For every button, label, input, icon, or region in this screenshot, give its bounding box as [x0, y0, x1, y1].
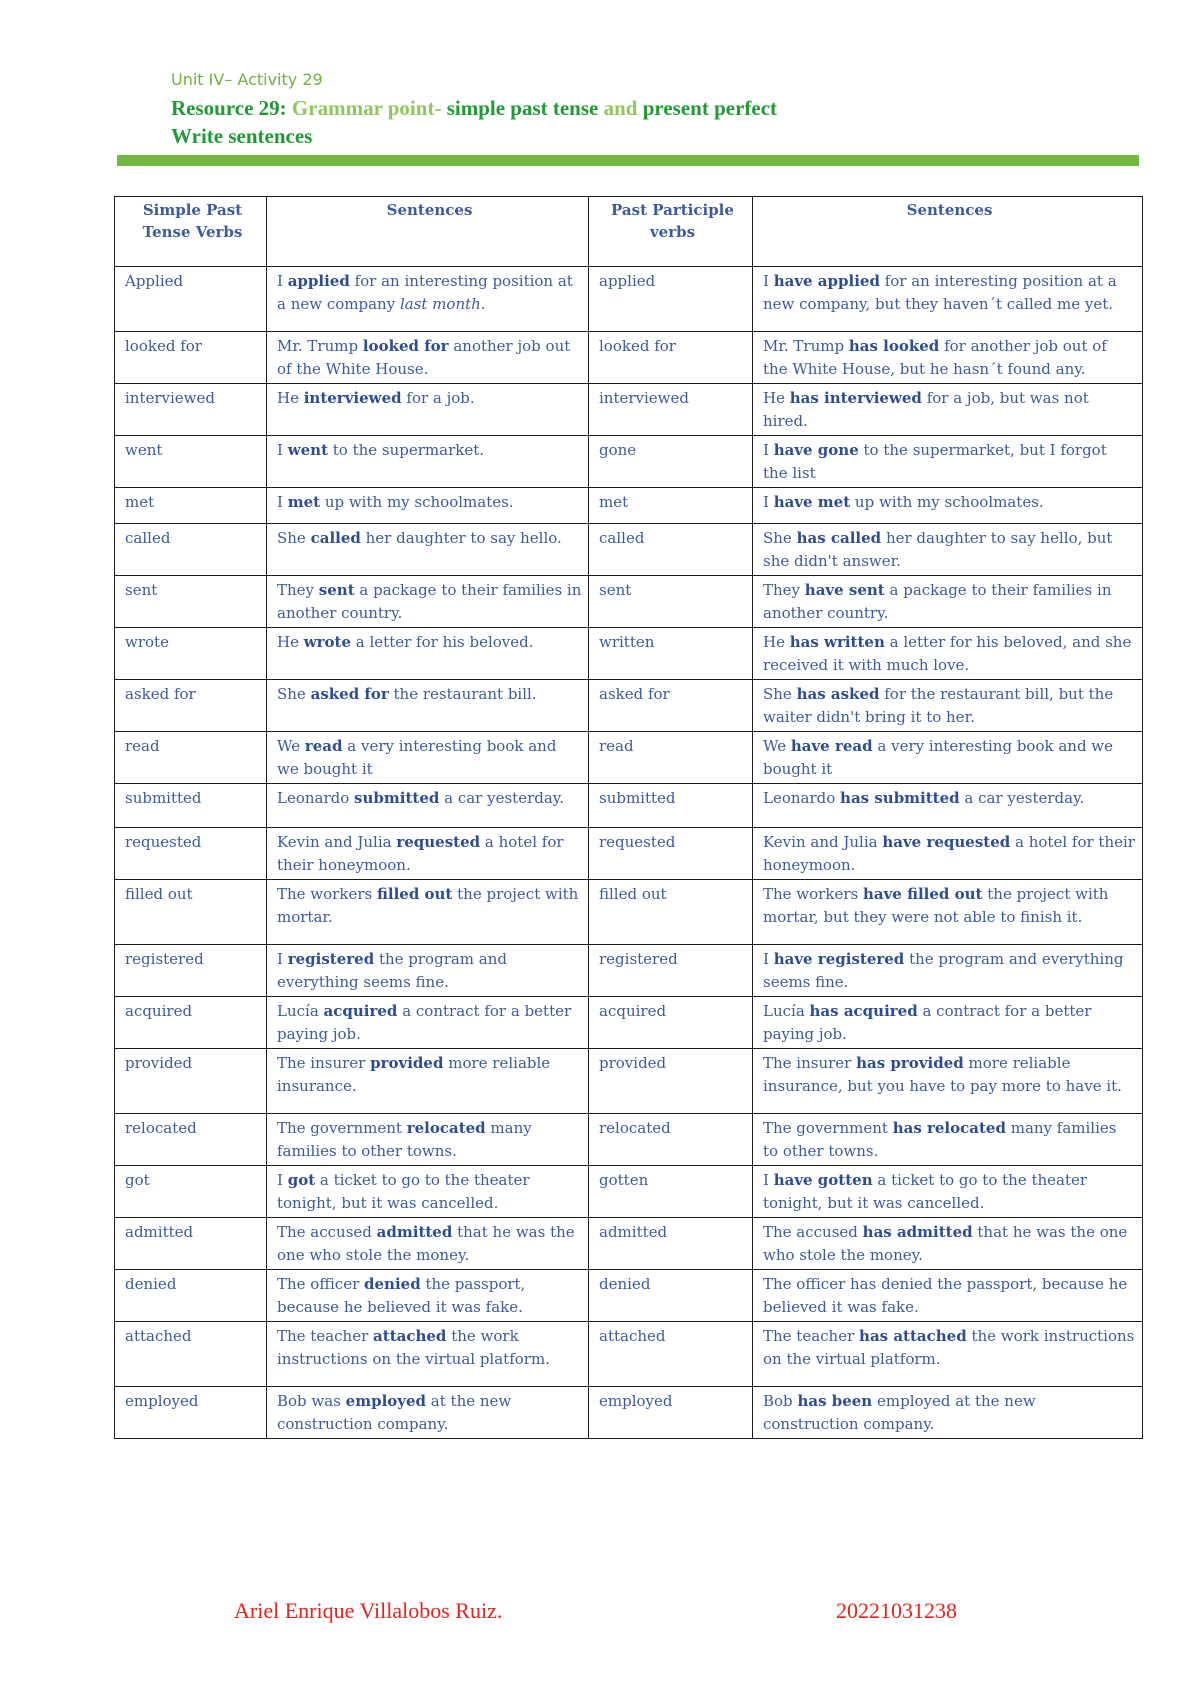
- sentence-text: a contract for a better paying job.: [763, 1002, 1092, 1043]
- sentence-text: The teacher: [277, 1327, 374, 1345]
- sentence-text: a ticket to go to the theater tonight, but it was cancelled.: [763, 1171, 1088, 1212]
- cell-past-participle: read: [589, 732, 753, 784]
- cell-simple-past: submitted: [115, 784, 267, 828]
- cell-past-sentence: [267, 1218, 589, 1270]
- sentence-text: for an interesting position at a new company, but they haven´t called me yet.: [763, 272, 1117, 313]
- cell-past-sentence: [267, 384, 589, 436]
- sentence-text: the work instructions on the virtual platform.: [763, 1327, 1135, 1368]
- verb-highlight: has admitted: [862, 1223, 973, 1241]
- sentence-text: more reliable insurance.: [277, 1054, 551, 1095]
- cell-past-sentence: [267, 680, 589, 732]
- sentence-text: They: [763, 581, 805, 599]
- table-row: [115, 1114, 1143, 1166]
- sentence-text: that he was the one who stole the money.: [277, 1223, 575, 1264]
- sentence-text: for another job out of the White House, but he hasn´t found any.: [763, 337, 1107, 378]
- sentence-text: She: [763, 685, 797, 703]
- cell-past-participle: submitted: [589, 784, 753, 828]
- verb-highlight: met: [287, 493, 321, 511]
- cell-past-sentence: [267, 332, 589, 384]
- verb-highlight: submitted: [354, 789, 440, 807]
- cell-past-sentence: [267, 1387, 589, 1439]
- table-row: [115, 524, 1143, 576]
- sentence-text: the program and everything seems fine.: [277, 950, 508, 991]
- sentence-text: her daughter to say hello, but she didn't answer.: [763, 529, 1113, 570]
- cell-past-sentence: [267, 1322, 589, 1387]
- cell-simple-past: went: [115, 436, 267, 488]
- cell-past-sentence: [267, 1114, 589, 1166]
- cell-simple-past: looked for: [115, 332, 267, 384]
- sentence-text: The workers: [277, 885, 377, 903]
- sentence-text: a very interesting book and we bought it: [277, 737, 557, 778]
- cell-simple-past: called: [115, 524, 267, 576]
- verb-highlight: denied: [364, 1275, 421, 1293]
- cell-past-participle: sent: [589, 576, 753, 628]
- cell-past-participle: interviewed: [589, 384, 753, 436]
- cell-perfect-sentence: [753, 1270, 1143, 1322]
- sentence-text: Bob: [763, 1392, 798, 1410]
- cell-perfect-sentence: [753, 1166, 1143, 1218]
- verb-highlight: has called: [796, 529, 882, 547]
- verb-highlight: looked for: [362, 337, 449, 355]
- cell-past-sentence: [267, 576, 589, 628]
- sentence-text: her daughter to say hello.: [360, 529, 562, 547]
- verb-highlight: has attached: [859, 1327, 967, 1345]
- sentence-text: Mr. Trump: [277, 337, 363, 355]
- cell-perfect-sentence: [753, 1049, 1143, 1114]
- sentence-text: Lucía: [763, 1002, 810, 1020]
- cell-perfect-sentence: [753, 828, 1143, 880]
- sentence-text: up with my schoolmates.: [320, 493, 514, 511]
- cell-past-sentence: [267, 436, 589, 488]
- sentence-text: We: [763, 737, 791, 755]
- cell-past-participle: acquired: [589, 997, 753, 1049]
- cell-perfect-sentence: [753, 628, 1143, 680]
- cell-past-participle: registered: [589, 945, 753, 997]
- sentence-text: the project with mortar, but they were not able to finish it.: [763, 885, 1109, 926]
- sentence-text: I: [277, 272, 288, 290]
- table-body: [115, 267, 1143, 1439]
- cell-perfect-sentence: [753, 880, 1143, 945]
- verb-highlight: relocated: [406, 1119, 486, 1137]
- verb-highlight: went: [287, 441, 328, 459]
- sentence-text: the work instructions on the virtual platform.: [277, 1327, 550, 1368]
- table-row: [115, 784, 1143, 828]
- sentence-text: a contract for a better paying job.: [277, 1002, 572, 1043]
- cell-past-participle: applied: [589, 267, 753, 332]
- table-row: [115, 945, 1143, 997]
- cell-past-participle: relocated: [589, 1114, 753, 1166]
- header-sentences-perfect: Sentences: [753, 197, 1143, 267]
- student-id: 20221031238: [836, 1598, 957, 1623]
- verb-highlight: applied: [287, 272, 350, 290]
- student-name: Ariel Enrique Villalobos Ruiz.: [234, 1598, 503, 1623]
- table-row: [115, 1049, 1143, 1114]
- cell-perfect-sentence: [753, 732, 1143, 784]
- sentence-text: the passport, because he believed it was fake.: [277, 1275, 526, 1316]
- table-row: [115, 576, 1143, 628]
- cell-past-participle: requested: [589, 828, 753, 880]
- verb-highlight: attached: [373, 1327, 447, 1345]
- verb-highlight: got: [287, 1171, 316, 1189]
- sentence-text: I: [277, 441, 288, 459]
- verb-highlight: requested: [396, 833, 481, 851]
- verb-highlight: have gone: [773, 441, 859, 459]
- sentence-text: We: [277, 737, 305, 755]
- sentence-text: He: [763, 389, 790, 407]
- table-row: [115, 997, 1143, 1049]
- sentence-text: the program and everything seems fine.: [763, 950, 1124, 991]
- title-grammar-point: Grammar point-: [291, 96, 447, 120]
- header-simple-past: Simple Past Tense Verbs: [115, 197, 267, 267]
- cell-past-participle: asked for: [589, 680, 753, 732]
- table-row: [115, 828, 1143, 880]
- sentence-text: a ticket to go to the theater tonight, but it was cancelled.: [277, 1171, 530, 1212]
- sentence-text: a hotel for their honeymoon.: [277, 833, 564, 874]
- cell-perfect-sentence: [753, 1322, 1143, 1387]
- sentence-text: employed at the new construction company.: [763, 1392, 1036, 1433]
- cell-past-participle: called: [589, 524, 753, 576]
- sentence-text: I: [277, 950, 288, 968]
- sentence-text: for a job.: [401, 389, 475, 407]
- cell-simple-past: interviewed: [115, 384, 267, 436]
- cell-simple-past: met: [115, 488, 267, 524]
- cell-simple-past: employed: [115, 1387, 267, 1439]
- sentence-text: She: [763, 529, 797, 547]
- verb-highlight: admitted: [376, 1223, 453, 1241]
- sentence-text: The insurer: [277, 1054, 371, 1072]
- verbs-table: [114, 196, 1143, 1439]
- verb-highlight: has relocated: [892, 1119, 1006, 1137]
- verb-highlight: filled out: [376, 885, 453, 903]
- cell-simple-past: wrote: [115, 628, 267, 680]
- cell-perfect-sentence: [753, 680, 1143, 732]
- cell-perfect-sentence: [753, 267, 1143, 332]
- verb-highlight: wrote: [303, 633, 352, 651]
- verb-highlight: provided: [370, 1054, 444, 1072]
- verb-highlight: have sent: [804, 581, 885, 599]
- sentence-text: The workers: [763, 885, 863, 903]
- sentence-text: a car yesterday.: [959, 789, 1085, 807]
- cell-perfect-sentence: [753, 784, 1143, 828]
- sentence-text: They: [277, 581, 319, 599]
- sentence-text: I: [763, 950, 774, 968]
- cell-past-sentence: [267, 1270, 589, 1322]
- verb-highlight: has been: [797, 1392, 873, 1410]
- table-row: [115, 332, 1143, 384]
- verb-highlight: have met: [773, 493, 851, 511]
- table-row: [115, 1322, 1143, 1387]
- sentence-text: a package to their families in another country.: [763, 581, 1112, 622]
- table-row: [115, 732, 1143, 784]
- cell-simple-past: got: [115, 1166, 267, 1218]
- verb-highlight: has provided: [856, 1054, 964, 1072]
- sentence-text: last month.: [399, 295, 486, 313]
- cell-past-participle: filled out: [589, 880, 753, 945]
- cell-past-sentence: [267, 945, 589, 997]
- sentence-text: the project with mortar.: [277, 885, 579, 926]
- sentence-text: The teacher: [763, 1327, 860, 1345]
- sentence-text: Leonardo: [277, 789, 355, 807]
- cell-simple-past: sent: [115, 576, 267, 628]
- cell-past-participle: met: [589, 488, 753, 524]
- cell-simple-past: registered: [115, 945, 267, 997]
- cell-simple-past: acquired: [115, 997, 267, 1049]
- table-row: [115, 880, 1143, 945]
- table-header-row: [115, 197, 1143, 267]
- cell-perfect-sentence: [753, 488, 1143, 524]
- cell-perfect-sentence: [753, 436, 1143, 488]
- sentence-text: I: [277, 493, 288, 511]
- verb-highlight: has acquired: [809, 1002, 918, 1020]
- cell-perfect-sentence: [753, 576, 1143, 628]
- sentence-text: a package to their families in another country.: [277, 581, 582, 622]
- cell-past-sentence: [267, 828, 589, 880]
- cell-simple-past: requested: [115, 828, 267, 880]
- sentence-text: a letter for his beloved, and she received it with much love.: [763, 633, 1132, 674]
- cell-past-sentence: [267, 524, 589, 576]
- header-divider: [117, 155, 1139, 166]
- sentence-text: I: [763, 493, 774, 511]
- cell-simple-past: Applied: [115, 267, 267, 332]
- cell-past-sentence: [267, 880, 589, 945]
- cell-past-participle: admitted: [589, 1218, 753, 1270]
- sentence-text: for a job, but was not hired.: [763, 389, 1089, 430]
- cell-past-sentence: [267, 267, 589, 332]
- sentence-text: another job out of the White House.: [277, 337, 571, 378]
- title-simple-past: simple past tense: [446, 96, 604, 120]
- cell-perfect-sentence: [753, 1387, 1143, 1439]
- verb-highlight: employed: [345, 1392, 427, 1410]
- cell-perfect-sentence: [753, 945, 1143, 997]
- cell-perfect-sentence: [753, 997, 1143, 1049]
- sentence-text: I: [763, 272, 774, 290]
- sentence-text: Kevin and Julia: [277, 833, 397, 851]
- sentence-text: up with my schoolmates.: [850, 493, 1044, 511]
- sentence-text: The insurer: [763, 1054, 857, 1072]
- sentence-text: the restaurant bill.: [388, 685, 537, 703]
- cell-past-sentence: [267, 628, 589, 680]
- unit-label: Unit IV– Activity 29: [171, 70, 323, 89]
- verb-highlight: registered: [287, 950, 375, 968]
- sentence-text: I: [763, 441, 774, 459]
- table-row: [115, 1270, 1143, 1322]
- sentence-text: a very interesting book and we bought it: [763, 737, 1114, 778]
- cell-past-participle: written: [589, 628, 753, 680]
- cell-past-sentence: [267, 997, 589, 1049]
- table-row: [115, 1218, 1143, 1270]
- title-resource: Resource 29:: [171, 96, 292, 120]
- verb-highlight: acquired: [323, 1002, 398, 1020]
- cell-simple-past: relocated: [115, 1114, 267, 1166]
- verb-highlight: interviewed: [303, 389, 402, 407]
- cell-simple-past: read: [115, 732, 267, 784]
- sentence-text: Kevin and Julia: [763, 833, 883, 851]
- cell-past-participle: employed: [589, 1387, 753, 1439]
- table-row: [115, 488, 1143, 524]
- verb-highlight: have requested: [882, 833, 1011, 851]
- cell-past-participle: provided: [589, 1049, 753, 1114]
- sentence-text: to the supermarket.: [328, 441, 485, 459]
- verb-highlight: have read: [790, 737, 873, 755]
- sentence-text: for an interesting position at a new company: [277, 272, 573, 313]
- verb-highlight: have gotten: [773, 1171, 873, 1189]
- cell-perfect-sentence: [753, 332, 1143, 384]
- cell-perfect-sentence: [753, 1218, 1143, 1270]
- cell-simple-past: filled out: [115, 880, 267, 945]
- sentence-text: many families to other towns.: [763, 1119, 1117, 1160]
- cell-past-participle: denied: [589, 1270, 753, 1322]
- resource-title: [171, 96, 777, 121]
- verb-highlight: have filled out: [862, 885, 983, 903]
- verb-highlight: has looked: [848, 337, 940, 355]
- sentence-text: The accused: [277, 1223, 377, 1241]
- sentence-text: a car yesterday.: [439, 789, 565, 807]
- cell-past-sentence: [267, 1049, 589, 1114]
- sentence-text: for the restaurant bill, but the waiter didn't bring it to her.: [763, 685, 1114, 726]
- sentence-text: She: [277, 685, 311, 703]
- cell-simple-past: admitted: [115, 1218, 267, 1270]
- header-sentences-past: Sentences: [267, 197, 589, 267]
- cell-perfect-sentence: [753, 524, 1143, 576]
- cell-perfect-sentence: [753, 1114, 1143, 1166]
- cell-past-participle: attached: [589, 1322, 753, 1387]
- verb-highlight: has submitted: [840, 789, 960, 807]
- cell-simple-past: attached: [115, 1322, 267, 1387]
- cell-past-sentence: [267, 488, 589, 524]
- cell-past-participle: looked for: [589, 332, 753, 384]
- table-row: [115, 1387, 1143, 1439]
- resource-subtitle: Write sentences: [171, 124, 313, 148]
- sentence-text: I: [763, 1171, 774, 1189]
- sentence-text: The officer has denied the passport, because he believed it was fake.: [763, 1275, 1128, 1316]
- cell-past-sentence: [267, 1166, 589, 1218]
- table-row: [115, 1166, 1143, 1218]
- verb-highlight: read: [304, 737, 343, 755]
- sentence-text: more reliable insurance, but you have to pay more to have it.: [763, 1054, 1122, 1095]
- table-row: [115, 267, 1143, 332]
- title-and: and: [603, 96, 643, 120]
- sentence-text: to the supermarket, but I forgot the list: [763, 441, 1107, 482]
- verb-highlight: asked for: [310, 685, 389, 703]
- cell-simple-past: provided: [115, 1049, 267, 1114]
- sentence-text: She: [277, 529, 311, 547]
- sentence-text: that he was the one who stole the money.: [763, 1223, 1128, 1264]
- table-row: [115, 384, 1143, 436]
- sentence-text: Leonardo: [763, 789, 841, 807]
- cell-simple-past: asked for: [115, 680, 267, 732]
- sentence-text: Lucía: [277, 1002, 324, 1020]
- verb-highlight: have applied: [773, 272, 880, 290]
- verb-highlight: has interviewed: [789, 389, 922, 407]
- verb-highlight: has asked: [796, 685, 880, 703]
- header-past-participle: Past Participle verbs: [589, 197, 753, 267]
- verb-highlight: sent: [318, 581, 355, 599]
- sentence-text: The government: [277, 1119, 407, 1137]
- sentence-text: The government: [763, 1119, 893, 1137]
- cell-past-participle: gotten: [589, 1166, 753, 1218]
- cell-past-sentence: [267, 784, 589, 828]
- cell-past-participle: gone: [589, 436, 753, 488]
- sentence-text: He: [277, 633, 304, 651]
- sentence-text: Mr. Trump: [763, 337, 849, 355]
- cell-simple-past: denied: [115, 1270, 267, 1322]
- sentence-text: He: [763, 633, 790, 651]
- sentence-text: Bob was: [277, 1392, 346, 1410]
- sentence-text: at the new construction company.: [277, 1392, 512, 1433]
- verb-highlight: called: [310, 529, 361, 547]
- sentence-text: The accused: [763, 1223, 863, 1241]
- verb-highlight: have registered: [773, 950, 905, 968]
- table-row: [115, 680, 1143, 732]
- sentence-text: a letter for his beloved.: [351, 633, 534, 651]
- sentence-text: many families to other towns.: [277, 1119, 532, 1160]
- title-present-perfect: present perfect: [642, 96, 778, 120]
- sentence-text: He: [277, 389, 304, 407]
- table-row: [115, 628, 1143, 680]
- table-row: [115, 436, 1143, 488]
- cell-past-sentence: [267, 732, 589, 784]
- cell-perfect-sentence: [753, 384, 1143, 436]
- sentence-text: a hotel for their honeymoon.: [763, 833, 1135, 874]
- sentence-text: The officer: [277, 1275, 365, 1293]
- verb-highlight: has written: [789, 633, 885, 651]
- sentence-text: I: [277, 1171, 288, 1189]
